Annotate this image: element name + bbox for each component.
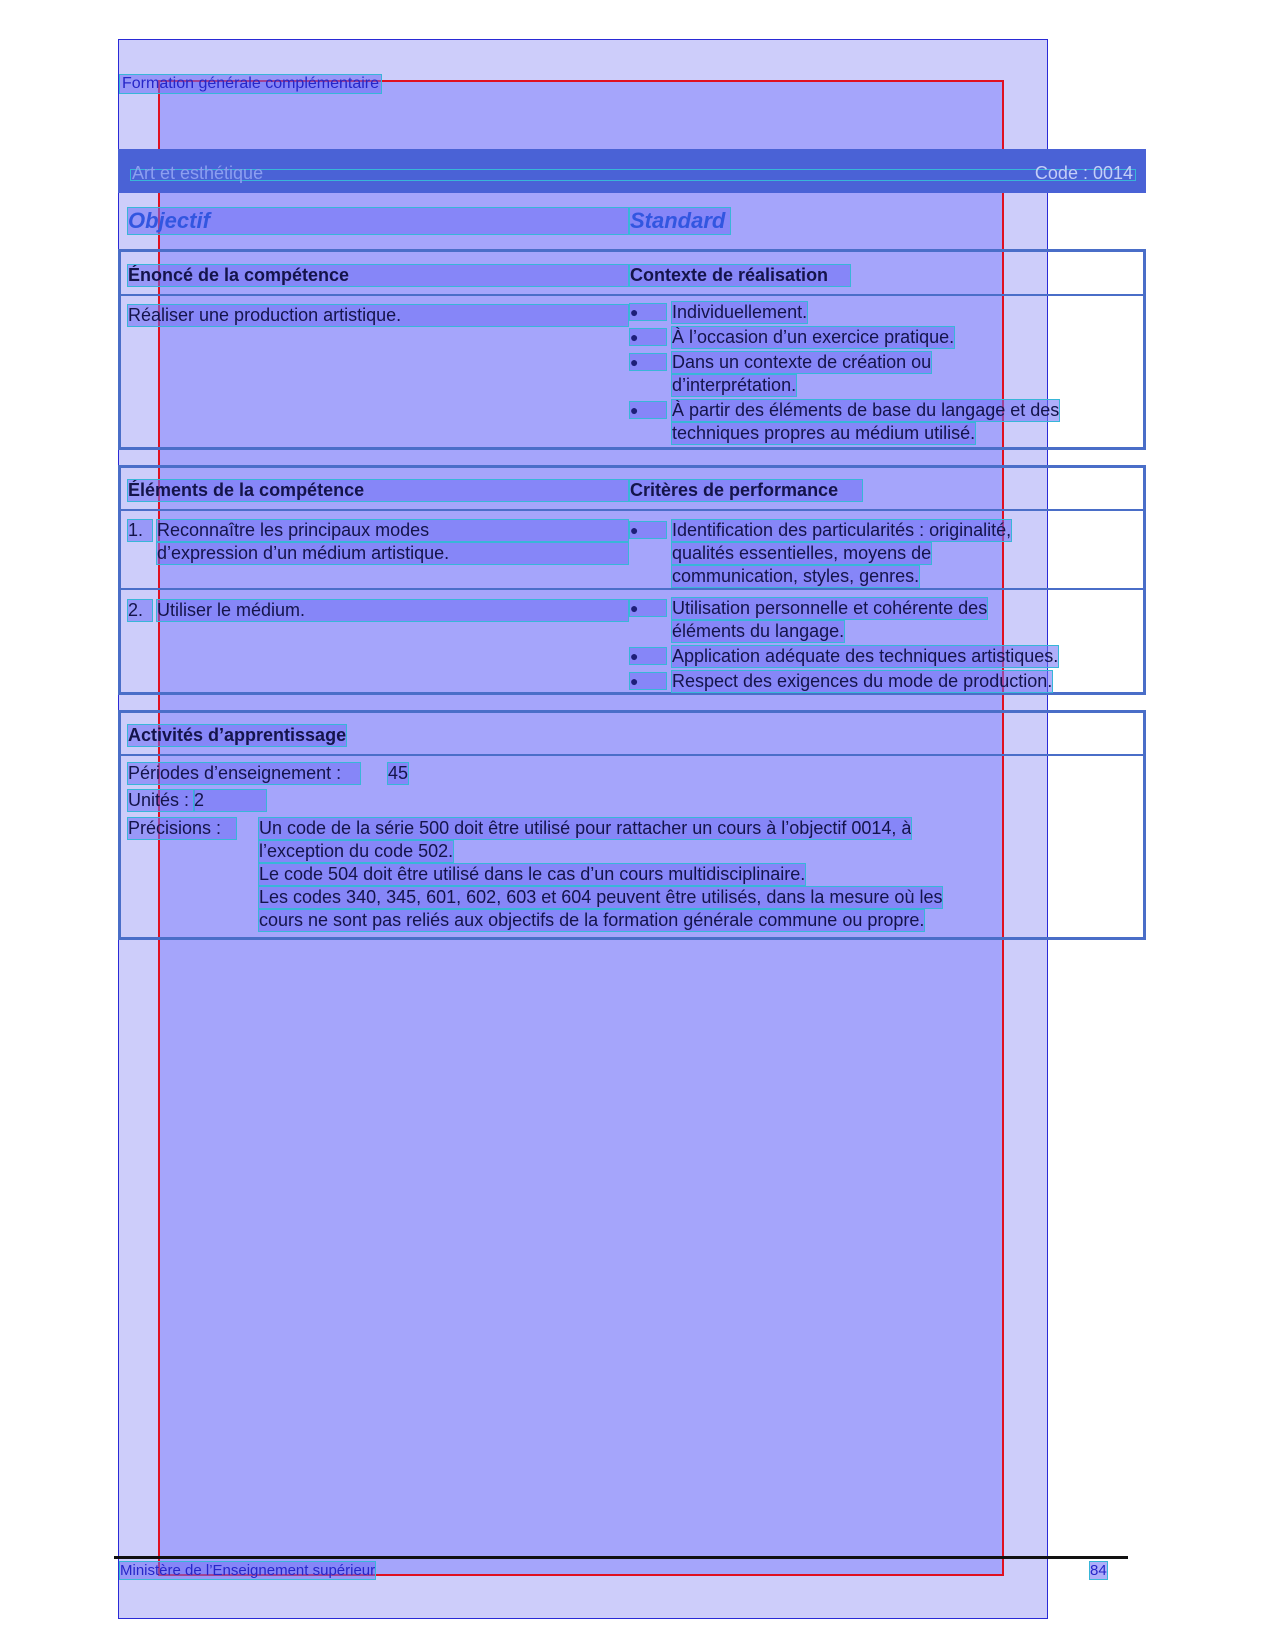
divider bbox=[118, 509, 1146, 511]
context-item: d’interprétation. bbox=[672, 375, 797, 395]
context-item: Individuellement. bbox=[672, 302, 808, 322]
element-text: Reconnaître les principaux modes bbox=[157, 520, 628, 541]
elements-header: Éléments de la compétence bbox=[128, 480, 628, 501]
course-code: Code : 0014 bbox=[1034, 163, 1133, 183]
criterion: communication, styles, genres. bbox=[672, 566, 920, 586]
program-label: Formation générale complémentaire bbox=[122, 75, 380, 92]
criterion: Respect des exigences du mode de production. bbox=[672, 671, 1053, 691]
course-title: Art et esthétique bbox=[132, 163, 264, 183]
precision-line: Les codes 340, 345, 601, 602, 603 et 604 peuvent être utilisés, dans la mesure où les bbox=[259, 887, 943, 907]
periods-label: Périodes d’enseignement : bbox=[128, 763, 360, 784]
criterion: éléments du langage. bbox=[672, 621, 845, 641]
objective-heading: Objectif bbox=[128, 208, 628, 234]
element-text: Utiliser le médium. bbox=[157, 600, 628, 621]
precision-line: l’exception du code 502. bbox=[259, 841, 454, 861]
criterion: qualités essentielles, moyens de bbox=[672, 543, 932, 563]
competence-statement: Réaliser une production artistique. bbox=[128, 305, 628, 326]
criterion: Application adéquate des techniques artistiques. bbox=[672, 646, 1059, 666]
units-label: Unités : bbox=[128, 790, 194, 811]
bullet: ● bbox=[630, 600, 666, 616]
precision-line: Le code 504 doit être utilisé dans le cas d’un cours multidisciplinaire. bbox=[259, 864, 806, 884]
context-item: Dans un contexte de création ou bbox=[672, 352, 932, 372]
precision-line: cours ne sont pas reliés aux objectifs de la formation générale commune ou propre. bbox=[259, 910, 925, 930]
bullet: ● bbox=[630, 648, 666, 664]
bullet: ● bbox=[630, 329, 666, 345]
element-number: 2. bbox=[128, 600, 152, 621]
context-item: À partir des éléments de base du langage et des bbox=[672, 400, 1060, 420]
divider bbox=[118, 754, 1146, 756]
page-number: 84 bbox=[1090, 1562, 1107, 1579]
element-number: 1. bbox=[128, 520, 152, 541]
divider bbox=[118, 588, 1146, 590]
divider bbox=[118, 294, 1146, 296]
bullet: ● bbox=[630, 354, 666, 370]
footer-rule bbox=[114, 1556, 1128, 1559]
standard-heading: Standard bbox=[630, 208, 730, 234]
bullet: ● bbox=[630, 402, 666, 418]
footer-ministry: Ministère de l’Enseignement supérieur bbox=[120, 1562, 376, 1579]
bullet: ● bbox=[630, 304, 666, 320]
units-value: 2 bbox=[194, 790, 266, 811]
criterion: Utilisation personnelle et cohérente des bbox=[672, 598, 988, 618]
context-item: À l’occasion d’un exercice pratique. bbox=[672, 327, 955, 347]
statement-header: Énoncé de la compétence bbox=[128, 265, 628, 286]
element-text: d’expression d’un médium artistique. bbox=[157, 543, 628, 564]
context-header: Contexte de réalisation bbox=[630, 265, 850, 286]
bullet: ● bbox=[630, 522, 666, 538]
bullet: ● bbox=[630, 673, 666, 689]
title-underline bbox=[130, 169, 1136, 181]
periods-value: 45 bbox=[388, 763, 409, 783]
criterion: Identification des particularités : originalité, bbox=[672, 520, 1012, 540]
activities-header: Activités d’apprentissage bbox=[128, 725, 347, 745]
precision-line: Un code de la série 500 doit être utilisé pour rattacher un cours à l’objectif 0014, à bbox=[259, 818, 912, 838]
precisions-label: Précisions : bbox=[128, 818, 236, 839]
criteria-header: Critères de performance bbox=[630, 480, 862, 501]
context-item: techniques propres au médium utilisé. bbox=[672, 423, 976, 443]
